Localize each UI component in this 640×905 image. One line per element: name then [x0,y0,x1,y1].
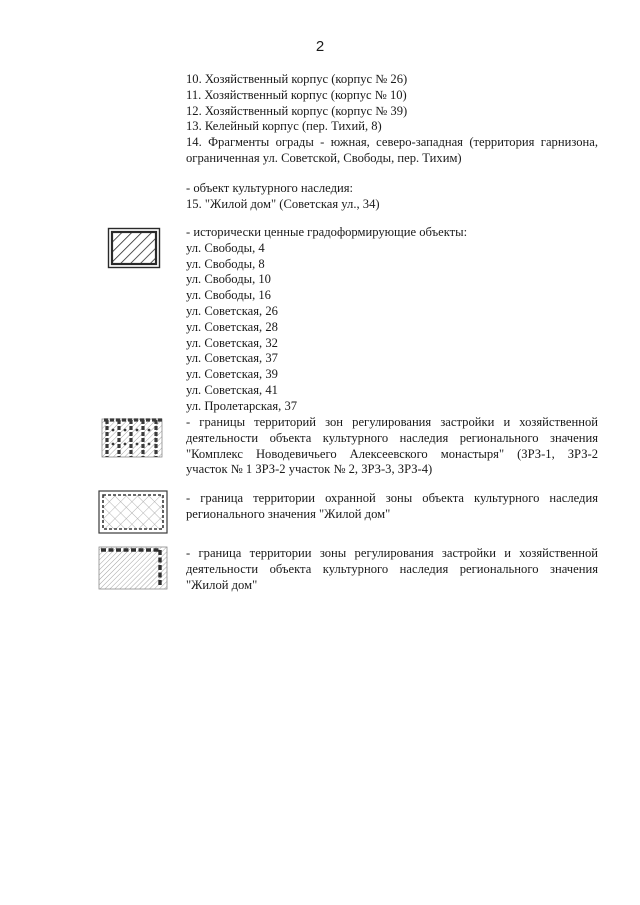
list-item-14-line-1: 14. Фрагменты ограды - южная, северо-западная (территория гарнизона, [186,135,598,150]
list-item: ул. Свободы, 4 [186,240,265,255]
protection-zone-description [186,491,598,523]
regulation-zone-description [186,546,598,593]
regzone-line-1: - граница территории зоны регулирования застройки и хозяйственной [186,546,598,560]
list-item: 12. Хозяйственный корпус (корпус № 39) [186,103,408,118]
list-item: ул. Пролетарская, 37 [186,398,298,413]
historic-buildings-legend-icon [107,227,161,269]
list-item: ул. Свободы, 16 [186,288,271,303]
list-item-14-line-2: ограниченная ул. Советской, Свободы, пер. Тихим) [186,150,462,165]
zrz-zones-legend-icon [101,418,163,458]
protection-zone-legend-icon [98,490,168,534]
list-item: ул. Советская, 39 [186,367,278,382]
protect-line-2: регионального значения "Жилой дом" [186,506,391,521]
list-item: ул. Советская, 32 [186,335,278,350]
zrz-line-1: - границы территорий зон регулирования застройки и хозяйственной [186,415,598,429]
list-item: 11. Хозяйственный корпус (корпус № 10) [186,87,407,102]
heritage-item: 15. "Жилой дом" (Советская ул., 34) [186,196,380,211]
zrz-line-2: деятельности объекта культурного наследия регионального значения [186,430,598,445]
historic-heading: - исторически ценные градоформирующие объекты: [186,225,468,239]
regzone-line-3: "Жилой дом" [186,577,258,592]
regzone-line-2: деятельности объекта культурного наследия регионального значения [186,561,598,576]
page-number: 2 [315,38,325,55]
zrz-line-4: участок № 1 ЗРЗ-2 участок № 2, ЗРЗ-3, ЗРЗ-4) [186,462,433,477]
heritage-heading: - объект культурного наследия: [186,181,354,195]
list-item: ул. Свободы, 10 [186,272,271,287]
list-item: ул. Свободы, 8 [186,256,265,271]
objects-list [186,72,598,167]
protect-line-1: - граница территории охранной зоны объекта культурного наследия [186,491,598,505]
list-item: ул. Советская, 28 [186,319,278,334]
zrz-line-3: "Комплекс Новодевичьего Алексеевского монастыря" (ЗРЗ-1, ЗРЗ-2 [186,446,598,461]
list-item: ул. Советская, 37 [186,351,278,366]
historic-section [186,225,467,415]
list-item: 10. Хозяйственный корпус (корпус № 26) [186,72,408,86]
regulation-zone-legend-icon [98,546,168,590]
heritage-section [186,181,380,213]
list-item: 13. Келейный корпус (пер. Тихий, 8) [186,119,382,134]
list-item: ул. Советская, 26 [186,303,278,318]
list-item: ул. Советская, 41 [186,382,278,397]
zrz-zones-description [186,415,598,478]
